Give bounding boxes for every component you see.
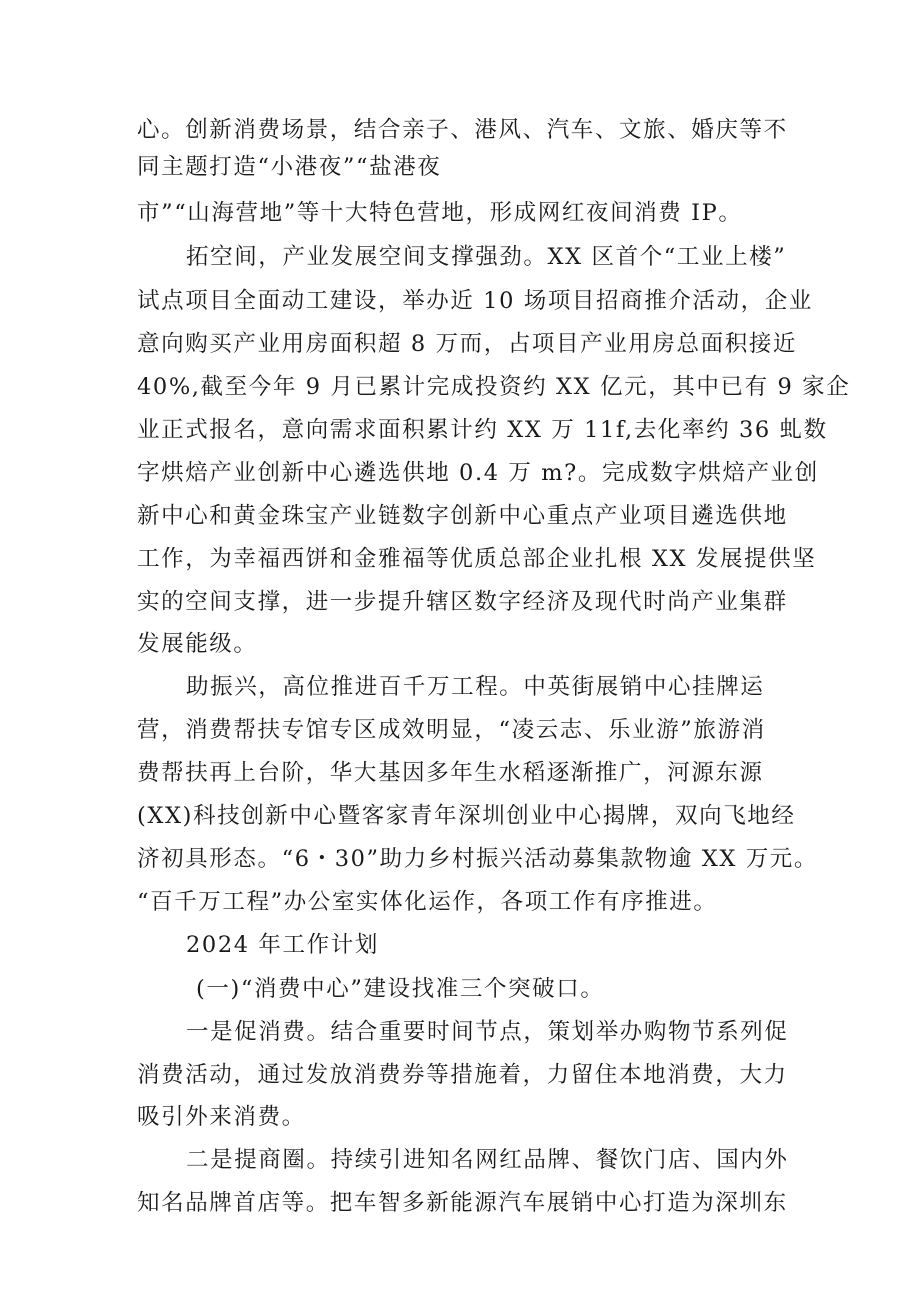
- text-line: 新中心和黄金珠宝产业链数字创新中心重点产业项目遴选供地: [137, 503, 788, 529]
- text-line: 同主题打造“小港夜”“盐港夜: [137, 154, 442, 180]
- text-line: 吸引外来消费。: [137, 1104, 306, 1130]
- text-line: 知名品牌首店等。把车智多新能源汽车展销中心打造为深圳东: [137, 1190, 788, 1216]
- paragraph-start-line: 二是提商圈。持续引进知名网红品牌、餐饮门店、国内外: [186, 1147, 789, 1173]
- text-line: 营，消费帮扶专馆专区成效明显，“凌云志、乐业游”旅游消: [137, 717, 766, 743]
- text-line: 40%,截至今年 9 月已累计完成投资约 XX 亿元，其中已有 9 家企: [137, 374, 851, 400]
- section-heading: 2024 年工作计划: [186, 932, 379, 958]
- subsection-heading: (一)“消费中心”建设找准三个突破口。: [196, 976, 605, 1002]
- text-line: (XX)科技创新中心暨客家青年深圳创业中心揭牌，双向飞地经: [137, 803, 796, 829]
- text-line: 济初具形态。“6・30”助力乡村振兴活动募集款物逾 XX 万元。: [137, 846, 818, 872]
- text-line: 市”“山海营地”等十大特色营地，形成网红夜间消费 IP。: [137, 200, 743, 226]
- text-line: 实的空间支撑，进一步提升辖区数字经济及现代时尚产业集群: [137, 589, 788, 615]
- text-line: 业正式报名，意向需求面积累计约 XX 万 11f,去化率约 36 虬数: [137, 417, 828, 443]
- text-line: 消费活动，通过发放消费券等措施着，力留住本地消费，大力: [137, 1062, 788, 1088]
- paragraph-start-line: 助振兴，高位推进百千万工程。中英街展销中心挂牌运: [186, 674, 765, 700]
- text-line: 工作，为幸福西饼和金雅福等优质总部企业扎根 XX 发展提供坚: [137, 546, 817, 572]
- text-line: 字烘焙产业创新中心遴选供地 0.4 万 m?。完成数字烘焙产业创: [137, 460, 819, 486]
- text-line: 试点项目全面动工建设，举办近 10 场项目招商推介活动，企业: [137, 288, 813, 314]
- text-line: 心。创新消费场景，结合亲子、港风、汽车、文旅、婚庆等不: [137, 117, 788, 143]
- text-line: 意向购买产业用房面积超 8 万而，占项目产业用房总面积接近: [137, 331, 798, 357]
- text-line: “百千万工程”办公室实体化运作，各项工作有序推进。: [137, 889, 718, 915]
- paragraph-start-line: 一是促消费。结合重要时间节点，策划举办购物节系列促: [186, 1019, 789, 1045]
- text-line: 费帮扶再上台阶，华大基因多年生水稻逐渐推广，河源东源: [137, 760, 764, 786]
- paragraph-start-line: 拓空间，产业发展空间支撑强劲。XX 区首个“工业上楼”: [186, 244, 787, 270]
- text-line: 发展能级。: [137, 631, 258, 657]
